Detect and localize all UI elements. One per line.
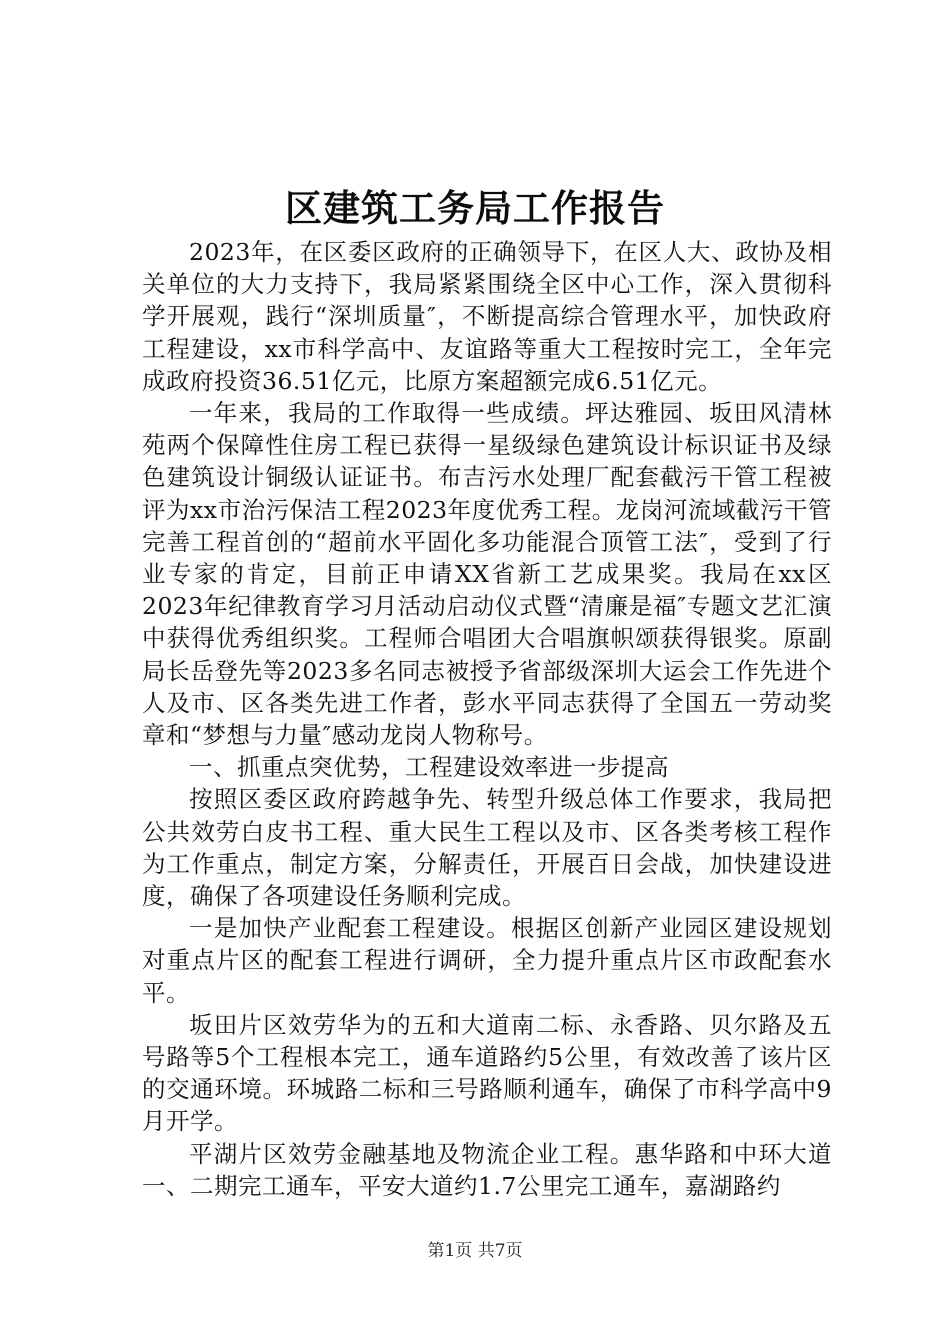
- section-heading-1: 一、抓重点突优势，工程建设效率进一步提高: [189, 753, 669, 782]
- page-number-footer: 第1页 共7页: [427, 1241, 523, 1261]
- paragraph-section-1-overview: 按照区委区政府跨越争先、转型升级总体工作要求，我局把公共效劳白皮书工程、重大民生工程以及市、区各类考核工程作为工作重点，制定方案，分解责任，开展百日会战，加快建设进度，确保了各项建设任务顺利完成。: [142, 785, 832, 911]
- document-body: [142, 236, 832, 1202]
- paragraph-pinghu-area: 平湖片区效劳金融基地及物流企业工程。惠华路和中环大道一、二期完工通车，平安大道约1.7公里完工通车，嘉湖路约: [142, 1139, 832, 1200]
- paragraph-industry-supporting: 一是加快产业配套工程建设。根据区创新产业园区建设规划对重点片区的配套工程进行调研，全力提升重点片区市政配套水平。: [142, 914, 832, 1007]
- document-title: 区建筑工务局工作报告: [285, 186, 665, 230]
- paragraph-achievements: 一年来，我局的工作取得一些成绩。坪达雅园、坂田风清林苑两个保障性住房工程已获得一星级绿色建筑设计标识证书及绿色建筑设计铜级认证证书。布吉污水处理厂配套截污干管工程被评为xx市治污保洁工程2023年度优秀工程。龙岗河流域截污干管完善工程首创的“超前水平固化多功能混合顶管工法″，受到了行业专家的肯定，目前正申请XX省新工艺成果奖。我局在xx区2023年纪律教育学习月活动启动仪式暨“清廉是福″专题文艺汇演中获得优秀组织奖。工程师合唱团大合唱旗帜颂获得银奖。原副局长岳登先等2023多名同志被授予省部级深圳大运会工作先进个人及市、区各类先进工作者，彭水平同志获得了全国五一劳动奖章和“梦想与力量″感动龙岗人物称号。: [142, 399, 832, 750]
- paragraph-bantian-area: 坂田片区效劳华为的五和大道南二标、永香路、贝尔路及五号路等5个工程根本完工，通车道路约5公里，有效改善了该片区的交通环境。环城路二标和三号路顺利通车，确保了市科学高中9月开学。: [142, 1010, 832, 1136]
- paragraph-intro: 2023年，在区委区政府的正确领导下，在区人大、政协及相关单位的大力支持下，我局紧紧围绕全区中心工作，深入贯彻科学开展观，践行“深圳质量″，不断提高综合管理水平，加快政府工程建设，xx市科学高中、友谊路等重大工程按时完工，全年完成政府投资36.51亿元，比原方案超额完成6.51亿元。: [142, 238, 832, 395]
